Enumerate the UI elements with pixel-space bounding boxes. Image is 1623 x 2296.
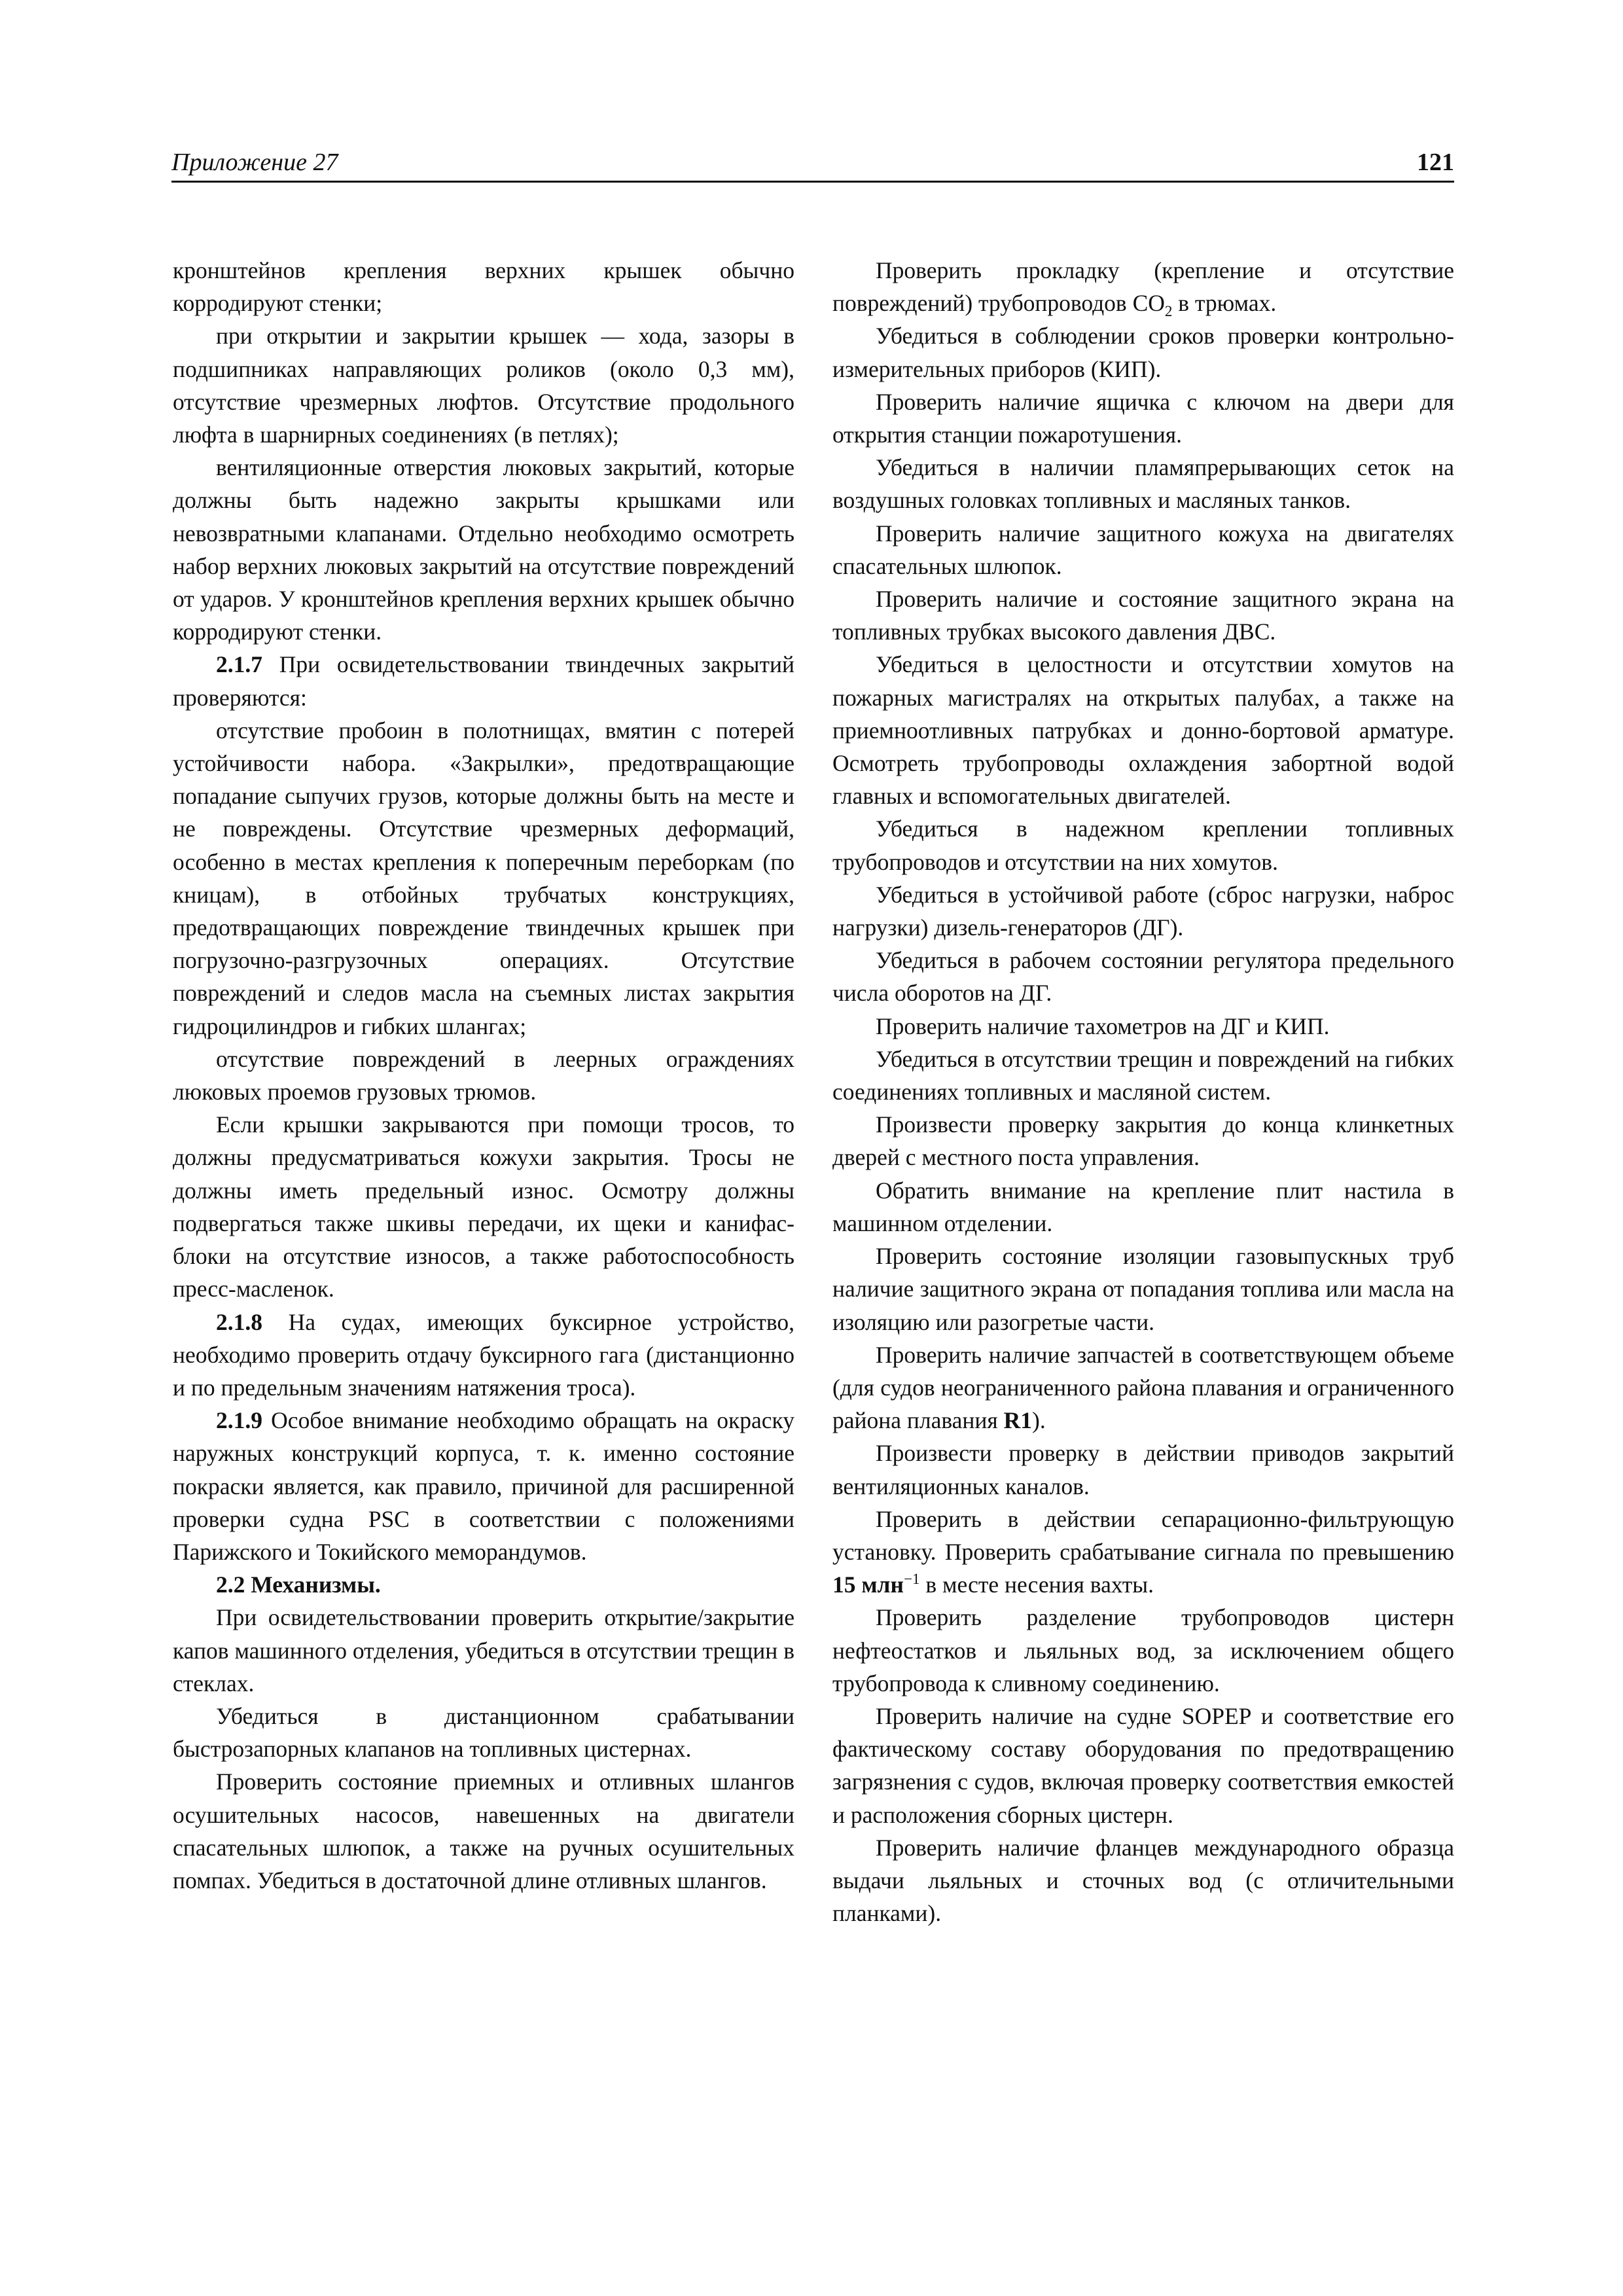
section-paragraph	[173, 1404, 794, 1568]
subscript: 2	[1164, 302, 1173, 320]
paragraph: Убедиться в дистанционном срабатывании быстрозапорных клапанов на топливных цистернах.	[173, 1702, 794, 1763]
paragraph: Убедиться в рабочем состоянии регулятора предельного числа оборотов на ДГ.	[832, 947, 1454, 1007]
paragraph	[832, 1338, 1454, 1437]
paragraph: Обратить внимание на крепление плит настила в машинном отделении.	[832, 1177, 1454, 1236]
paragraph: Убедиться в целостности и отсутствии хомутов на пожарных магистралях на открытых палубах, а также на приемноотливных патрубках и донно-бортовой арматуре. Осмотреть трубопроводы охлаждения забортной водой главных и вспомогательных двигателей.	[832, 651, 1454, 810]
paragraph-text: На судах, имеющих буксирное устройство, необходимо проверить отдачу буксирного гага (дистанционно и по предельным значениям натяжения троса).	[173, 1308, 794, 1401]
left-column	[173, 254, 794, 2191]
section-number: 2.1.9	[216, 1407, 262, 1434]
section-number: 2.1.8	[216, 1308, 262, 1335]
page-header	[171, 143, 1454, 183]
paragraph-text: Проверить прокладку (крепление и отсутствие повреждений) трубопроводов CO	[832, 257, 1454, 317]
paragraph-text: Проверить наличие запчастей в соответствующем объеме (для судов неограниченного района плавания и ограниченного района плавания	[832, 1341, 1454, 1434]
paragraph	[832, 1503, 1454, 1602]
threshold-value: 15 млн	[832, 1571, 904, 1598]
paragraph: При освидетельствовании проверить открытие/закрытие капов машинного отделения, убедиться в отсутствии трещин в стеклах.	[173, 1604, 794, 1696]
page-number: 121	[1417, 149, 1454, 176]
paragraph: Убедиться в наличии пламяпрерывающих сеток на воздушных головках топливных и масляных танков.	[832, 454, 1454, 514]
running-title: Приложение 27	[171, 149, 338, 176]
region-code: R1	[1003, 1407, 1032, 1434]
paragraph: Проверить наличие тахометров на ДГ и КИП.	[876, 1013, 1330, 1039]
paragraph: Убедиться в устойчивой работе (сброс нагрузки, наброс нагрузки) дизель-генераторов (ДГ).	[832, 881, 1454, 941]
paragraph: отсутствие пробоин в полотнищах, вмятин с потерей устойчивости набора. «Закрылки», предотвращающие попадание сыпучих грузов, которые должны быть на месте и не повреждены. Отсутствие чрезмерных деформаций, особенно в местах крепления к поперечным переборкам (по кницам), в отбойных трубчатых конструкциях, предотвращающих повреждение твиндечных крышек при погрузочно-разгрузочных операциях. Отсутствие повреждений и следов масла на съемных листах закрытия гидроцилиндров и гибких шлангах;	[173, 717, 794, 1039]
section-paragraph	[173, 648, 794, 713]
paragraph: Проверить наличие и состояние защитного экрана на топливных трубках высокого давления ДВС.	[832, 586, 1454, 645]
paragraph	[832, 254, 1454, 319]
paragraph: Если крышки закрываются при помощи тросов, то должны предусматриваться кожухи закрытия. Тросы не должны иметь предельный износ. Осмотру должны подвергаться также шкивы передачи, их щеки и канифас-блоки на отсутствие износов, а также работоспособность пресс-масленок.	[173, 1111, 794, 1302]
paragraph-text: При освидетельствовании твиндечных закрытий проверяются:	[173, 651, 794, 711]
paragraph: Проверить наличие защитного кожуха на двигателях спасательных шлюпок.	[832, 520, 1454, 579]
paragraph-text: в месте несения вахты.	[919, 1571, 1154, 1598]
paragraph: Убедиться в отсутствии трещин и повреждений на гибких соединениях топливных и масляной систем.	[832, 1045, 1454, 1105]
section-paragraph	[173, 1306, 794, 1405]
paragraph-text: Особое внимание необходимо обращать на окраску наружных конструкций корпуса, т. к. именно состояние покраски является, как правило, причиной для расширенной проверки судна PSC в соответствии с положениями Парижского и Токийского меморандумов.	[173, 1407, 794, 1565]
paragraph-text: Проверить в действии сепарационно-фильтрующую установку. Проверить срабатывание сигнала по превышению	[832, 1505, 1454, 1565]
paragraph-text: в трюмах.	[1172, 290, 1277, 317]
paragraph: Проверить состояние изоляции газовыпускных труб наличие защитного экрана от попадания топлива или масла на изоляцию или разогретые части.	[832, 1243, 1454, 1335]
right-column	[832, 254, 1454, 2191]
paragraph-text: ).	[1032, 1407, 1046, 1434]
paragraph: Проверить наличие на судне SOPEP и соответствие его фактическому составу оборудования по предотвращению загрязнения с судов, включая проверку соответствия емкостей и расположения сборных цистерн.	[832, 1702, 1454, 1828]
paragraph: отсутствие повреждений в леерных ограждениях люковых проемов грузовых трюмов.	[173, 1045, 794, 1105]
paragraph: Убедиться в надежном креплении топливных трубопроводов и отсутствии на них хомутов.	[832, 816, 1454, 875]
paragraph: Произвести проверку в действии приводов закрытий вентиляционных каналов.	[832, 1440, 1454, 1499]
paragraph: Проверить наличие фланцев международного образца выдачи льяльных и сточных вод (с отличительными планками).	[832, 1834, 1454, 1927]
paragraph: Проверить наличие ящичка с ключом на двери для открытия станции пожаротушения.	[832, 388, 1454, 448]
paragraph: кронштейнов крепления верхних крышек обычно корродируют стенки;	[173, 257, 794, 317]
paragraph: вентиляционные отверстия люковых закрытий, которые должны быть надежно закрыты крышками или невозвратными клапанами. Отдельно необходимо осмотреть набор верхних люковых закрытий на отсутствие повреждений от ударов. У кронштейнов крепления верхних крышек обычно корродируют стенки.	[173, 454, 794, 645]
paragraph: Произвести проверку закрытия до конца клинкетных дверей с местного поста управления.	[832, 1111, 1454, 1171]
paragraph: Убедиться в соблюдении сроков проверки контрольно-измерительных приборов (КИП).	[832, 323, 1454, 382]
superscript: −1	[903, 1570, 920, 1588]
section-heading	[173, 1568, 794, 1601]
paragraph: при открытии и закрытии крышек — хода, зазоры в подшипниках направляющих роликов (около 0,3 мм), отсутствие чрезмерных люфтов. Отсутствие продольного люфта в шарнирных соединениях (в петлях);	[173, 323, 794, 448]
section-heading-text: 2.2 Механизмы.	[216, 1571, 381, 1598]
paragraph: Проверить состояние приемных и отливных шлангов осушительных насосов, навешенных на двигатели спасательных шлюпок, а также на ручных осушительных помпах. Убедиться в достаточной длине отливных шлангов.	[173, 1768, 794, 1893]
section-number: 2.1.7	[216, 651, 262, 678]
paragraph: Проверить разделение трубопроводов цистерн нефтеостатков и льяльных вод, за исключением общего трубопровода к сливному соединению.	[832, 1604, 1454, 1696]
